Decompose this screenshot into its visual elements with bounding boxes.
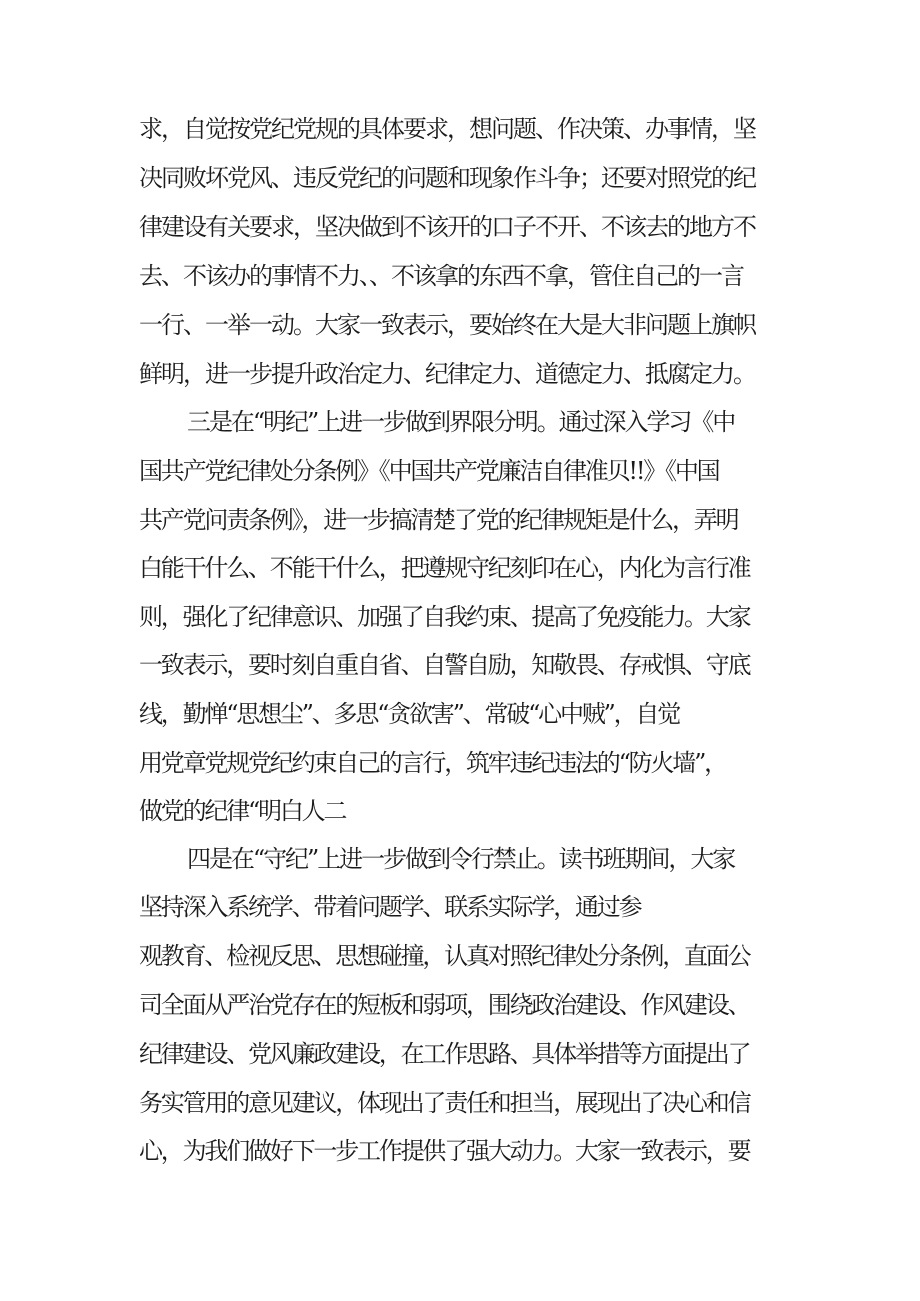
text-line-21: 务实管用的意见建议，体现出了责任和担当，展现出了决心和信	[139, 1089, 750, 1117]
text-line-20: 纪律建设、党风廉政建设，在工作思路、具体举措等方面提出了	[139, 1040, 750, 1068]
text-line-22: 心，为我们做好下一步工作提供了强大动力。大家一致表示，要	[139, 1137, 750, 1165]
text-line-3: 律建设有关要求，坚决做到不该开的口子不开、不该去的地方不	[139, 213, 755, 241]
text-line-2: 决同败坏党风、违反党纪的问题和现象作斗争；还要对照党的纪	[139, 164, 755, 192]
text-line-1: 求，自觉按党纪党规的具体要求，想问题、作决策、办事情，坚	[139, 115, 755, 143]
text-line-14: 用党章党规党纪约束自己的言行，筑牢违纪违法的“防火墙”，	[139, 749, 726, 777]
text-line-12: 一致表示，要时刻自重自省、自警自励，知敬畏、存戒惧、守底	[139, 651, 750, 679]
text-line-15: 做党的纪律“明白人二	[139, 797, 346, 825]
text-line-5: 一行、一举一动。大家一致表示，要始终在大是大非问题上旗帜	[139, 311, 755, 339]
paragraph-4-first-line: 四是在“守纪”上进一步做到令行禁止。读书班期间，大家	[187, 845, 735, 873]
text-line-13: 线，勤惮“思想尘”、多思“贪欲害”、常破“心中贼”，自觉	[139, 700, 680, 728]
text-line-10: 白能干什么、不能干什么，把遵规守纪刻印在心，内化为言行准	[139, 554, 750, 582]
text-line-8: 国共产党纪律处分条例》《中国共产党廉洁自律准贝!!》《中国	[139, 457, 719, 485]
text-line-9: 共产党问责条例》，进一步搞清楚了党的纪律规矩是什么，弄明	[139, 506, 738, 534]
text-line-11: 则，强化了纪律意识、加强了自我约束、提高了免疫能力。大家	[139, 603, 750, 631]
text-line-6: 鲜明，进一步提升政治定力、纪律定力、道德定力、抵腐定力。	[139, 360, 755, 388]
text-line-17: 坚持深入系统学、带着问题学、联系实际学，通过参	[139, 893, 641, 921]
text-line-19: 司全面从严治党存在的短板和弱项，围绕政治建设、作风建设、	[139, 991, 750, 1019]
paragraph-3-first-line: 三是在“明纪”上进一步做到界限分明。通过深入学习《中	[187, 408, 735, 436]
text-line-4: 去、不该办的事情不力、、不该拿的东西不拿，管住自己的一言	[139, 262, 743, 290]
text-line-18: 观教育、检视反思、思想碰撞，认真对照纪律处分条例，直面公	[139, 942, 750, 970]
